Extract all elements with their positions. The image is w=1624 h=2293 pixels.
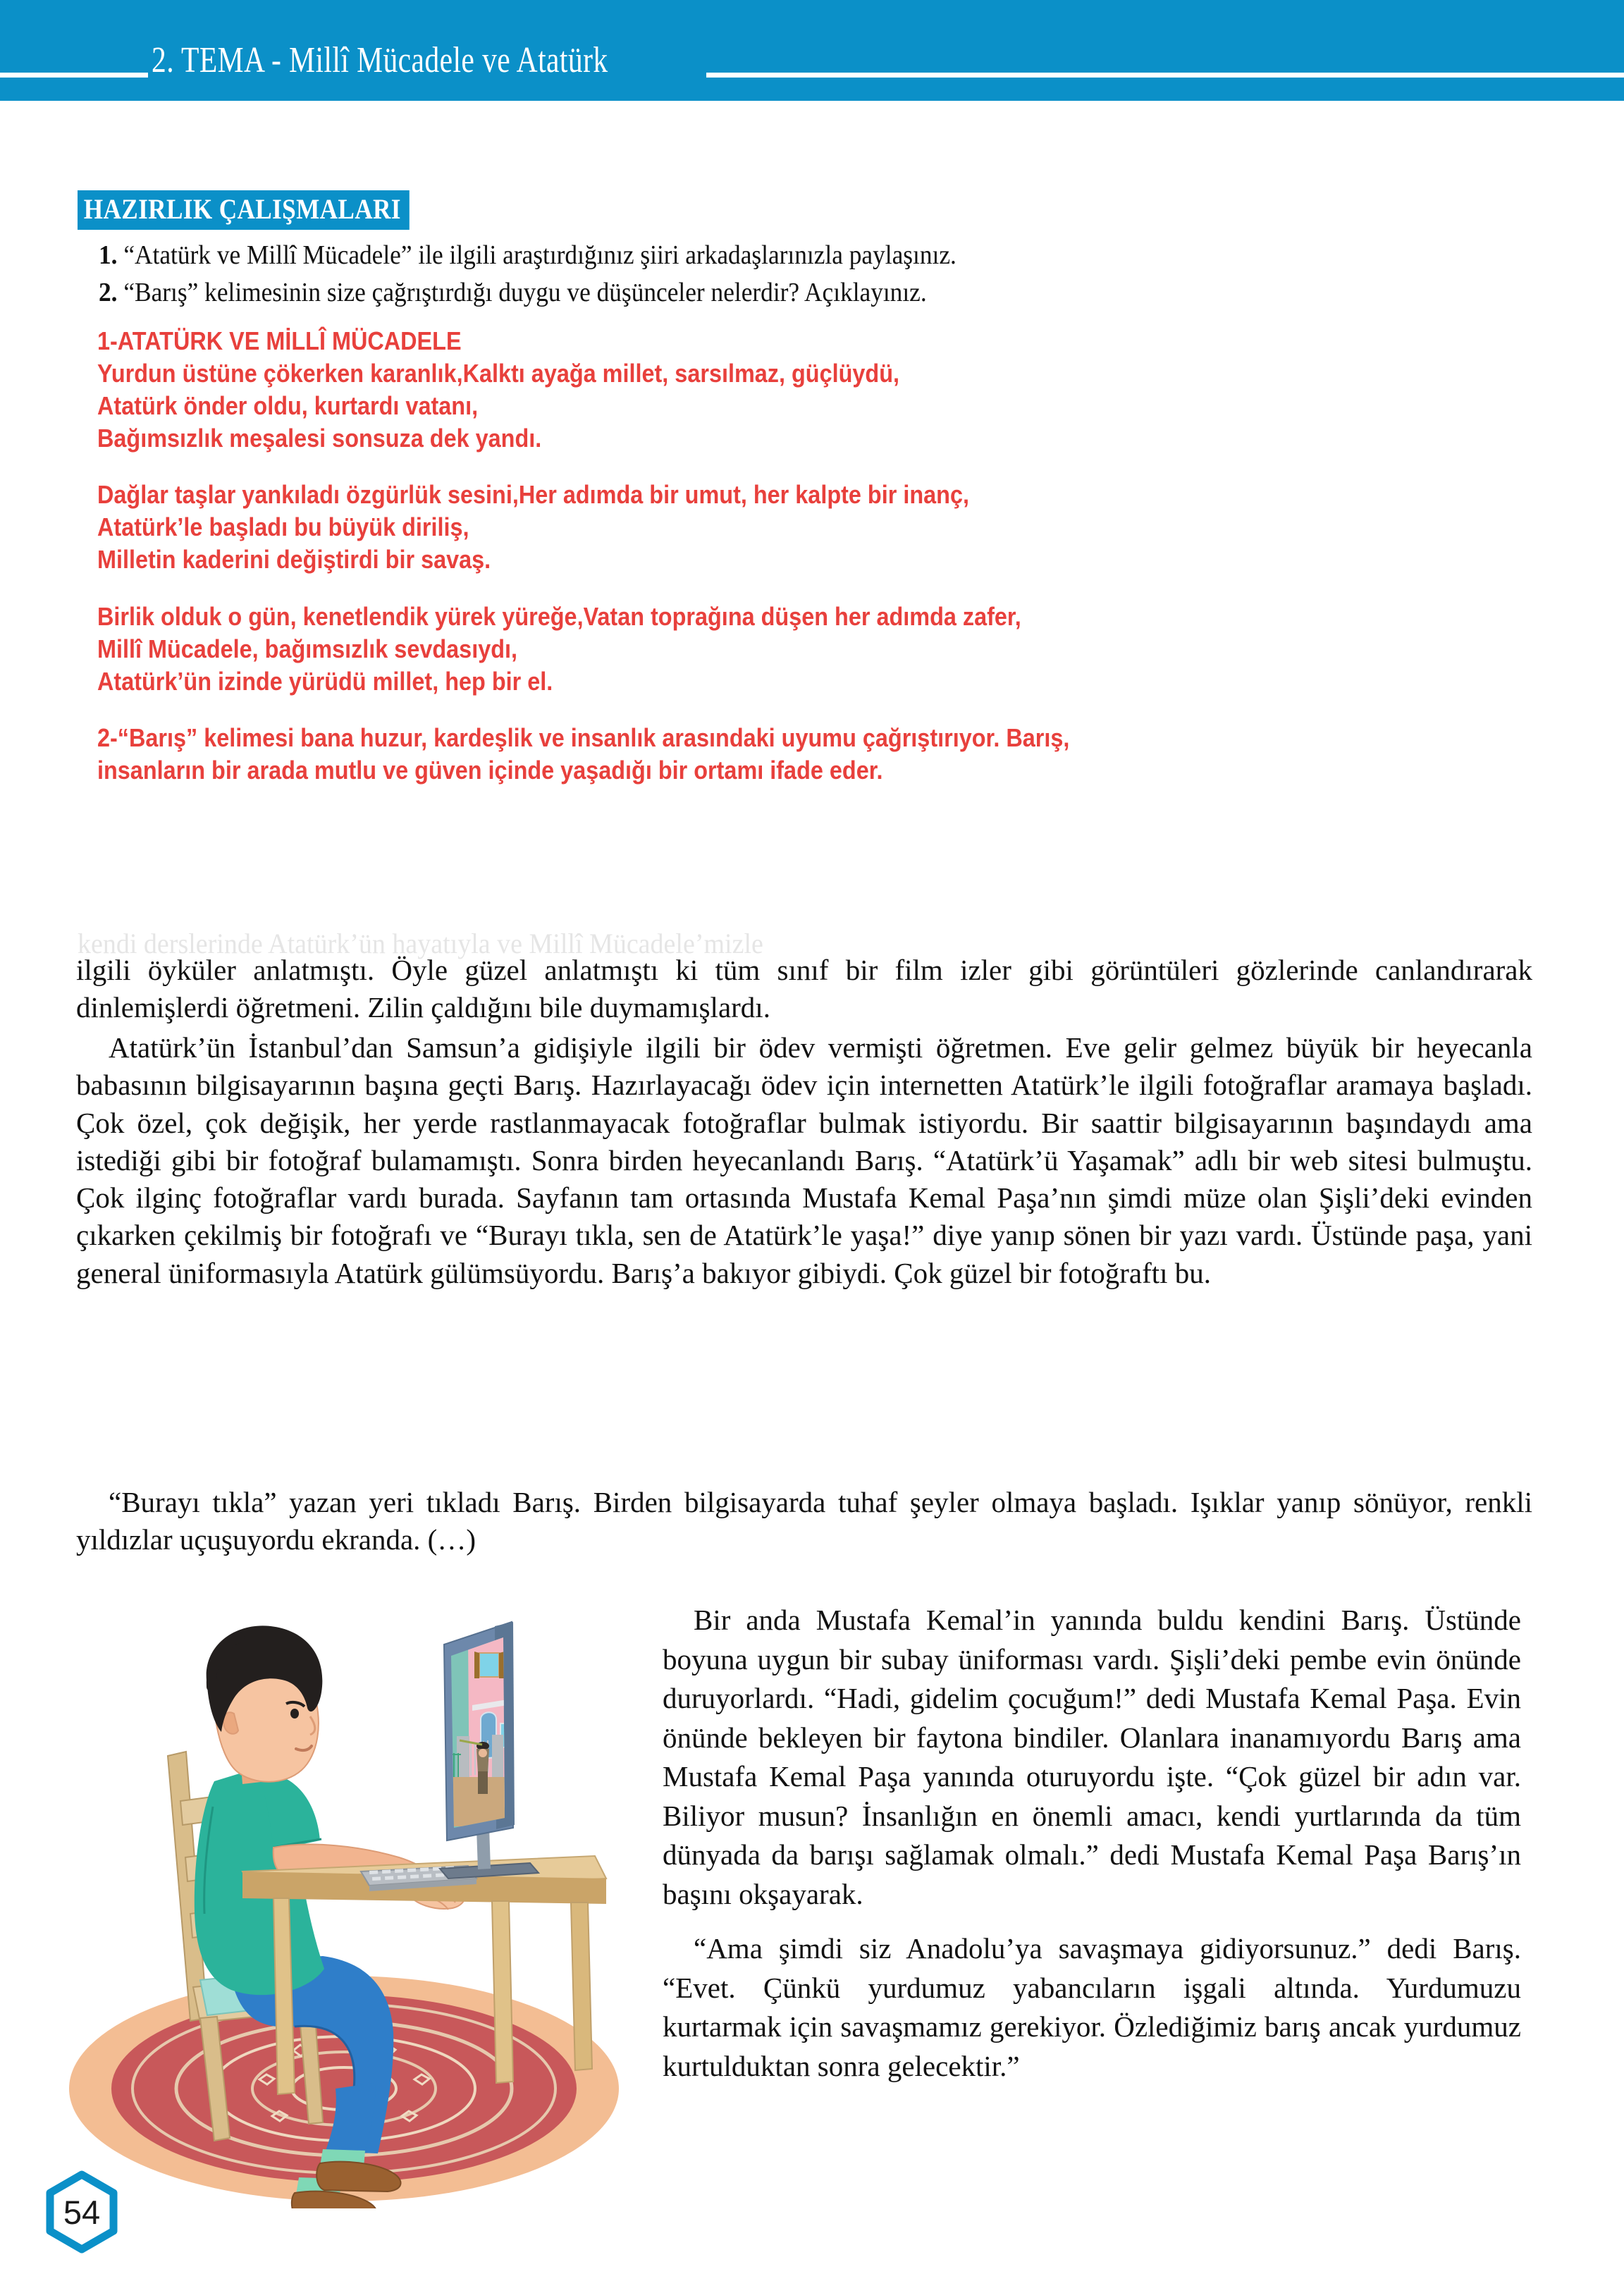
paragraph-text: ilgili öyküler anlatmıştı. Öyle güzel anlatmıştı ki tüm sınıf bir film izler gibi görüntüleri gözlerinde canlandırarak dinlemişlerdi öğretmeni. Zilin çaldığını bile duymamışlardı. <box>76 954 1532 1024</box>
spacer <box>97 698 1500 722</box>
red-answer-line: insanların bir arada mutlu ve güven içinde yaşadığı bir ortamı ifade eder. <box>97 755 883 785</box>
spacer <box>97 455 1500 479</box>
paragraph-text: Bir anda Mustafa Kemal’in yanında buldu kendini Barış. Üstünde boyuna uygun bir subay üniforması vardı. Şişli’deki pembe evin önünde duruyorlardı. “Hadi, gidelim çocuğum!” dedi Mustafa Kemal Paşa. Evin önünde bekleyen bir faytona bindiler. Olanlara inanamıyordu Barış ama Mustafa Kemal Paşa yanında oturuyordu işte. “Çok güzel bir adın var. Biliyor musun? İnsanlığın en önemli amacı, kendi yurtlarında da tüm dünyada da barışı sağlamak olmalı.” dedi Mustafa Kemal Paşa Barış’ın başını okşayarak. <box>663 1604 1521 1910</box>
prep-item-number: 1. <box>99 240 118 270</box>
spacer <box>97 577 1500 601</box>
red-answer-line: Millî Mücadele, bağımsızlık sevdasıydı, <box>97 634 518 663</box>
boy-eye <box>290 1709 299 1719</box>
prep-item-text: “Barış” kelimesinin size çağrıştırdığı duygu ve düşünceler nelerdir? Açıklayınız. <box>123 278 927 308</box>
boy-at-computer-illustration <box>62 1595 626 2208</box>
paragraph-text: “Ama şimdi siz Anadolu’ya savaşmaya gidiyorsunuz.” dedi Barış. “Evet. Çünkü yurdumuz yabancıların işgali altında. Yurdumuzu kurtarmak için savaşmamız gerekiyor. Özlediğimiz barış ancak yurdumuz kurtulduktan sonra gelecektir.” <box>663 1932 1521 2083</box>
story-paragraph-1 <box>76 952 1532 1027</box>
prep-item-text: “Atatürk ve Millî Mücadele” ile ilgili araştırdığınız şiiri arkadaşlarınızla paylaşınız. <box>123 240 956 270</box>
red-answer-line: Dağlar taşlar yankıladı özgürlük sesini,Her adımda bir umut, her kalpte bir inanç, <box>97 480 969 510</box>
preparation-questions-list <box>99 237 1508 312</box>
section-heading-hazirlik-calismalari: HAZIRLIK ÇALIŞMALARI <box>78 190 410 230</box>
theme-title: 2. TEMA - Millî Mücadele ve Atatürk <box>152 40 608 80</box>
red-answer-line: Atatürk önder oldu, kurtardı vatanı, <box>97 391 479 421</box>
red-answer-line: Yurdun üstüne çökerken karanlık,Kalktı ayağa millet, sarsılmaz, güçlüydü, <box>97 359 900 388</box>
list-item <box>99 237 1410 274</box>
page-number-text: 54 <box>63 2193 101 2231</box>
monitor <box>440 1622 539 1879</box>
story-paragraph-2 <box>76 1029 1532 1292</box>
red-answer-line: 2-“Barış” kelimesi bana huzur, kardeşlik ve insanlık arasındaki uyumu çağrıştırıyor. Barış, <box>97 723 1070 752</box>
header-rule-left <box>0 73 148 78</box>
obscured-text-line: kendi derslerinde Atatürk’ün hayatıyla ve Millî Mücadele’mizle <box>78 928 763 959</box>
illustration-and-text-row <box>0 1595 1624 2293</box>
story-right-column <box>663 1601 1521 2086</box>
paragraph-text: “Burayı tıkla” yazan yeri tıkladı Barış. Birden bilgisayarda tuhaf şeyler olmaya başladı. Işıklar yanıp sönüyor, renkli yıldızlar uçuşuyordu ekranda. (…) <box>76 1486 1532 1556</box>
red-answer-line: Bağımsızlık meşalesi sonsuza dek yandı. <box>97 424 542 453</box>
paragraph-text: Atatürk’ün İstanbul’dan Samsun’a gidişiyle ilgili bir ödev vermişti öğretmen. Eve gelir gelmez büyük bir heyecanla babasının bilgisayarının başına geçti Barış. Hazırlayacağı ödev için internetten Atatürk’le ilgili fotoğraflar aramaya başladı. Çok özel, çok değişik, her yerde rastlanmayacak fotoğraflar bulmak istiyordu. Bir saattir bilgisayarının başındaydı ama istediği gibi bir fotoğraf bulamamıştı. Sonra birden heyecanlandı Barış. “Atatürk’ü Yaşamak” adlı bir web sitesi bulmuştu. Çok ilginç fotoğraflar vardı burada. Sayfanın tam ortasında Mustafa Kemal Paşa’nın şimdi müze olan Şişli’deki evinden çıkarken çekilmiş bir fotoğrafı ve “Burayı tıkla, sen de Atatürk’le yaşa!” diye yanıp sönen bir yazı vardı. Üstünde paşa, yani general üniformasıyla Atatürk gülümsüyordu. Barış’a bakıyor gibiydi. Çok güzel bir fotoğraftı bu. <box>76 1031 1532 1289</box>
red-answer-line: Atatürk’ün izinde yürüdü millet, hep bir el. <box>97 666 553 696</box>
red-answer-line: Atatürk’le başladı bu büyük diriliş, <box>97 512 469 542</box>
page-number-badge <box>44 2170 120 2254</box>
header-rule-right <box>706 73 1624 78</box>
header-band-lower-strip <box>0 88 1624 101</box>
table-leg <box>571 1902 592 2070</box>
red-answer-line: 1-ATATÜRK VE MİLLÎ MÜCADELE <box>97 326 462 355</box>
prep-item-number: 2. <box>99 278 118 308</box>
student-answer-red-text <box>97 325 1500 787</box>
table-leg <box>492 1901 513 2083</box>
list-item <box>99 274 1410 312</box>
story-paragraph-3 <box>76 1484 1532 1559</box>
red-answer-line: Milletin kaderini değiştirdi bir savaş. <box>97 545 491 574</box>
page-body <box>0 101 1624 2290</box>
red-answer-line: Birlik olduk o gün, kenetlendik yürek yüreğe,Vatan toprağına düşen her adımda zafer, <box>97 601 1021 631</box>
